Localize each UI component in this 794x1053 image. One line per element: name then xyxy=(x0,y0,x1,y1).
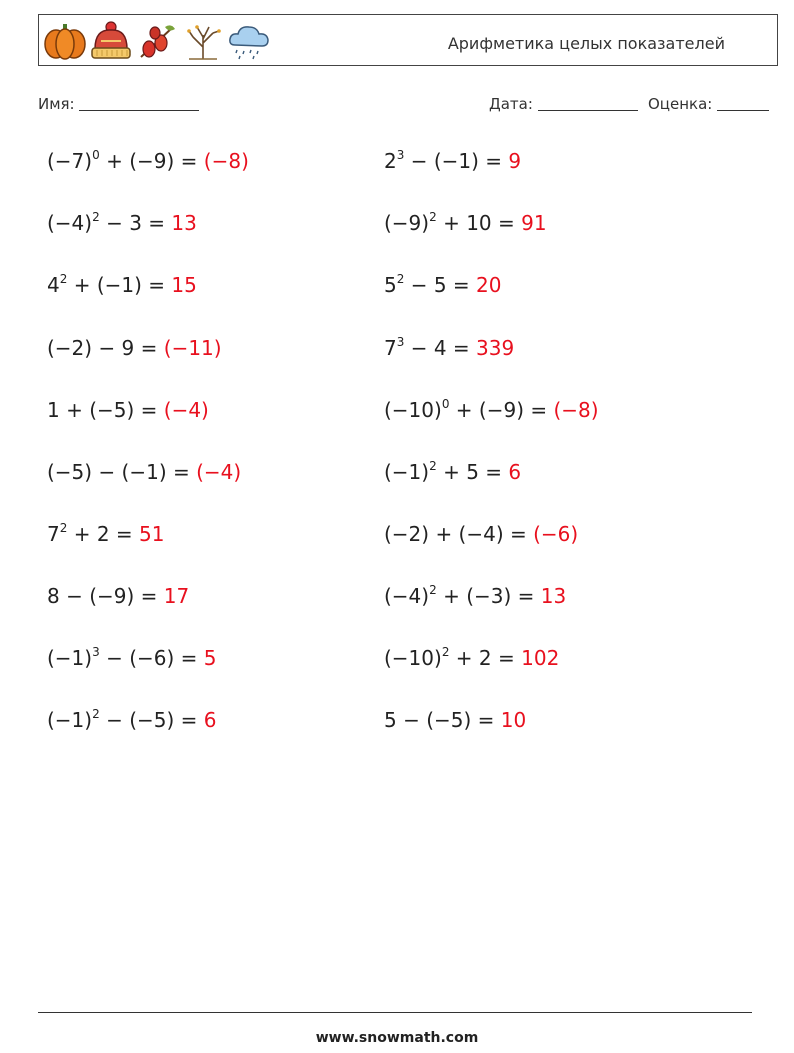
problem-base: (−10) xyxy=(384,398,442,422)
problem-answer: (−11) xyxy=(163,336,222,360)
rain-cloud-icon xyxy=(227,21,271,61)
problem-base: (−1) xyxy=(384,460,430,484)
problem-item xyxy=(384,273,502,297)
problem-expression: + (−9) = xyxy=(449,398,554,422)
problem-answer: 17 xyxy=(163,584,190,608)
date-field[interactable] xyxy=(489,95,638,113)
pumpkin-icon xyxy=(43,21,87,61)
problem-base: (−5) − (−1) = xyxy=(47,460,197,484)
problem-expression: + 2 = xyxy=(67,522,140,546)
problem-item xyxy=(47,460,241,484)
problem-base: 7 xyxy=(384,336,397,360)
problem-expression: − 5 = xyxy=(404,273,477,297)
problem-base: 2 xyxy=(384,149,397,173)
problem-expression: + (−3) = xyxy=(436,584,541,608)
footer-divider xyxy=(38,1012,752,1013)
problem-answer: 6 xyxy=(508,460,522,484)
worksheet-header xyxy=(38,14,778,66)
problem-exponent: 2 xyxy=(429,583,437,597)
grade-field[interactable] xyxy=(648,95,769,113)
name-field[interactable] xyxy=(38,95,199,113)
problem-exponent: 2 xyxy=(92,707,100,721)
problem-expression: − (−5) = xyxy=(99,708,204,732)
problem-answer: 10 xyxy=(500,708,527,732)
problem-expression: + 10 = xyxy=(436,211,522,235)
problem-base: 8 − (−9) = xyxy=(47,584,164,608)
problem-exponent: 2 xyxy=(429,459,437,473)
bare-tree-icon xyxy=(181,21,225,61)
problem-exponent: 2 xyxy=(441,645,450,659)
problem-exponent: 3 xyxy=(92,645,100,659)
problem-answer: 13 xyxy=(171,211,197,235)
problem-exponent: 0 xyxy=(441,397,450,411)
date-label: Дата: xyxy=(489,95,533,113)
problem-item xyxy=(384,149,521,173)
winter-hat-icon xyxy=(89,21,133,61)
problem-item xyxy=(47,584,189,608)
problem-base: (−2) + (−4) = xyxy=(384,522,534,546)
problem-answer: 6 xyxy=(203,708,217,732)
problem-item xyxy=(384,646,559,670)
problem-base: (−4) xyxy=(384,584,430,608)
problem-answer: 91 xyxy=(521,211,547,235)
problem-item xyxy=(47,522,165,546)
problem-expression: − (−6) = xyxy=(99,646,204,670)
problem-exponent: 3 xyxy=(396,335,405,349)
date-blank[interactable] xyxy=(538,96,638,111)
problem-base: 7 xyxy=(47,522,60,546)
problem-expression: − 4 = xyxy=(404,336,477,360)
problem-base: (−9) xyxy=(384,211,430,235)
problem-base: 5 − (−5) = xyxy=(384,708,501,732)
problem-answer: 5 xyxy=(203,646,217,670)
problem-answer: 102 xyxy=(521,646,560,670)
grade-label: Оценка: xyxy=(648,95,713,113)
problem-answer: (−6) xyxy=(533,522,579,546)
problem-expression: + (−1) = xyxy=(67,273,172,297)
footer-url: www.snowmath.com xyxy=(315,1030,479,1046)
problem-answer: 51 xyxy=(139,522,165,546)
problem-item xyxy=(47,398,209,422)
problem-answer: 15 xyxy=(171,273,197,297)
worksheet-title: Арифметика целых показателей xyxy=(447,34,725,53)
problem-item xyxy=(384,708,526,732)
problem-item xyxy=(47,273,197,297)
problem-base: (−7) xyxy=(47,149,93,173)
problem-item xyxy=(384,398,599,422)
problem-answer: (−4) xyxy=(196,460,242,484)
problem-expression: + 5 = xyxy=(436,460,509,484)
problem-exponent: 2 xyxy=(429,210,437,224)
problem-item xyxy=(47,149,249,173)
problem-exponent: 2 xyxy=(92,210,100,224)
problem-item xyxy=(47,646,217,670)
problem-exponent: 2 xyxy=(396,272,405,286)
name-label: Имя: xyxy=(38,95,75,113)
problem-expression: − (−1) = xyxy=(404,149,509,173)
problem-item xyxy=(384,522,578,546)
problem-base: (−2) − 9 = xyxy=(47,336,164,360)
problem-base: 1 + (−5) = xyxy=(47,398,164,422)
problem-item xyxy=(384,211,547,235)
problem-expression: − 3 = xyxy=(99,211,172,235)
problem-base: 5 xyxy=(384,273,397,297)
problem-answer: 339 xyxy=(476,336,515,360)
problem-item xyxy=(384,336,514,360)
problem-answer: 20 xyxy=(476,273,502,297)
problem-item xyxy=(384,584,566,608)
rosehip-icon xyxy=(135,21,179,61)
problem-answer: 9 xyxy=(508,149,522,173)
problem-exponent: 2 xyxy=(59,272,68,286)
problem-item xyxy=(47,708,217,732)
problem-base: 4 xyxy=(47,273,60,297)
problem-answer: (−8) xyxy=(203,149,249,173)
problem-item xyxy=(47,336,222,360)
problem-base: (−1) xyxy=(47,646,93,670)
problem-exponent: 2 xyxy=(59,521,68,535)
problem-answer: (−4) xyxy=(163,398,209,422)
grade-blank[interactable] xyxy=(717,96,769,111)
problem-expression: + (−9) = xyxy=(99,149,204,173)
problem-expression: + 2 = xyxy=(449,646,522,670)
problem-exponent: 3 xyxy=(396,148,405,162)
header-icons xyxy=(43,21,271,61)
problem-base: (−4) xyxy=(47,211,93,235)
problem-answer: 13 xyxy=(540,584,567,608)
problem-item xyxy=(47,211,197,235)
problem-base: (−1) xyxy=(47,708,93,732)
problem-base: (−10) xyxy=(384,646,442,670)
problem-answer: (−8) xyxy=(553,398,599,422)
problem-exponent: 0 xyxy=(92,148,100,162)
name-blank[interactable] xyxy=(79,96,199,111)
problem-item xyxy=(384,460,521,484)
